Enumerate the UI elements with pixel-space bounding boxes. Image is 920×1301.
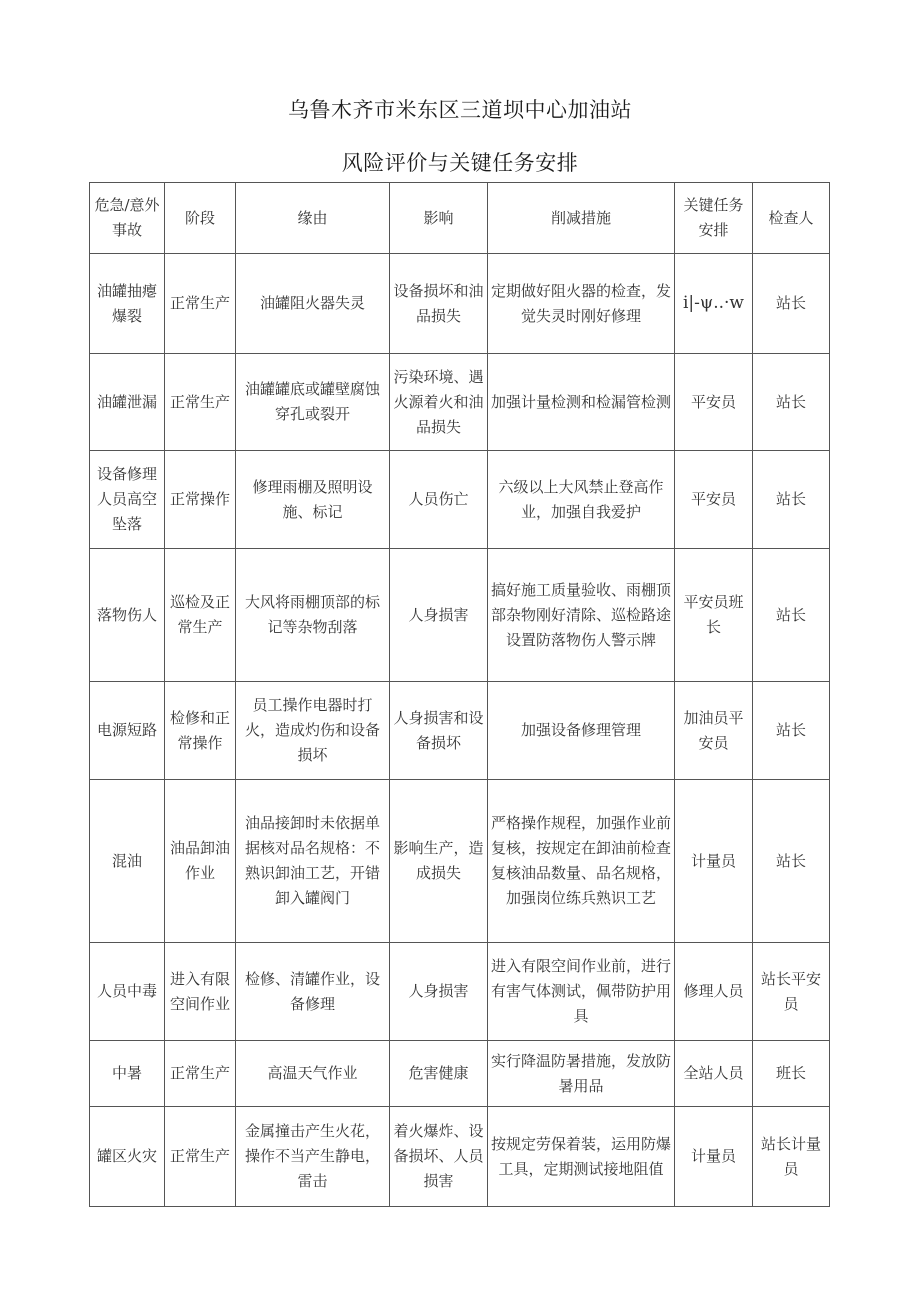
cell-mitigation: 加强设备修理管理: [488, 682, 675, 780]
cell-key-task: 平安员班长: [675, 549, 753, 682]
table-row: [90, 354, 830, 451]
cell-key-task: 修理人员: [675, 943, 753, 1041]
header-mitigation: 削减措施: [488, 183, 675, 254]
cell-incident: 油罐泄漏: [90, 354, 165, 451]
table-header-row: [90, 183, 830, 254]
cell-incident: 混油: [90, 780, 165, 943]
cell-inspector: 站长: [753, 354, 830, 451]
cell-inspector: 站长: [753, 549, 830, 682]
cell-mitigation: 实行降温防暑措施，发放防暑用品: [488, 1041, 675, 1107]
header-impact: 影响: [390, 183, 488, 254]
cell-impact: 影响生产，造成损失: [390, 780, 488, 943]
cell-impact: 人身损害: [390, 943, 488, 1041]
cell-incident: 人员中毒: [90, 943, 165, 1041]
document-subtitle: 风险评价与关键任务安排: [341, 151, 579, 175]
cell-mitigation: 加强计量检测和检漏管检测: [488, 354, 675, 451]
cell-impact: 设备损坏和油品损失: [390, 254, 488, 354]
cell-inspector: 站长: [753, 682, 830, 780]
cell-incident: 落物伤人: [90, 549, 165, 682]
cell-stage: 正常操作: [165, 451, 236, 549]
cell-cause: 员工操作电器时打火，造成灼伤和设备损坏: [236, 682, 390, 780]
document-title: 乌鲁木齐市米东区三道坝中心加油站: [288, 98, 632, 122]
cell-cause: 金属撞击产生火花，操作不当产生静电，雷击: [236, 1107, 390, 1207]
cell-stage: 正常生产: [165, 354, 236, 451]
cell-cause: 高温天气作业: [236, 1041, 390, 1107]
cell-key-task: 平安员: [675, 451, 753, 549]
header-stage: 阶段: [165, 183, 236, 254]
header-incident: 危急/意外事故: [90, 183, 165, 254]
cell-stage: 正常生产: [165, 1041, 236, 1107]
cell-stage: 进入有限空间作业: [165, 943, 236, 1041]
cell-key-task: 计量员: [675, 1107, 753, 1207]
cell-cause: 油罐罐底或罐壁腐蚀穿孔或裂开: [236, 354, 390, 451]
table-row: [90, 1107, 830, 1207]
cell-stage: 正常生产: [165, 1107, 236, 1207]
header-inspector: 检查人: [753, 183, 830, 254]
cell-key-task: 计量员: [675, 780, 753, 943]
cell-incident: 罐区火灾: [90, 1107, 165, 1207]
cell-mitigation: 搞好施工质量验收、雨棚顶部杂物刚好清除、巡检路途设置防落物伤人警示牌: [488, 549, 675, 682]
cell-cause: 油品接卸时未依据单据核对品名规格：不熟识卸油工艺，开错卸入罐阀门: [236, 780, 390, 943]
table-row: [90, 682, 830, 780]
cell-mitigation: 严格操作规程，加强作业前复核，按规定在卸油前检查复核油品数量、品名规格，加强岗位练兵熟识工艺: [488, 780, 675, 943]
cell-impact: 污染环境、遇火源着火和油品损失: [390, 354, 488, 451]
table-row: [90, 451, 830, 549]
cell-incident: 油罐抽瘪爆裂: [90, 254, 165, 354]
table-row: [90, 780, 830, 943]
cell-incident: 电源短路: [90, 682, 165, 780]
table-row: [90, 549, 830, 682]
table-row: [90, 254, 830, 354]
cell-incident: 设备修理人员高空坠落: [90, 451, 165, 549]
cell-stage: 正常生产: [165, 254, 236, 354]
cell-mitigation: 进入有限空间作业前，进行有害气体测试，佩带防护用具: [488, 943, 675, 1041]
cell-inspector: 班长: [753, 1041, 830, 1107]
cell-impact: 人员伤亡: [390, 451, 488, 549]
cell-inspector: 站长: [753, 451, 830, 549]
cell-incident: 中暑: [90, 1041, 165, 1107]
cell-key-task: i|-ψ..·w: [675, 254, 753, 354]
cell-key-task: 全站人员: [675, 1041, 753, 1107]
cell-impact: 着火爆炸、设备损坏、人员损害: [390, 1107, 488, 1207]
cell-mitigation: 按规定劳保着装，运用防爆工具，定期测试接地阻值: [488, 1107, 675, 1207]
cell-inspector: 站长: [753, 780, 830, 943]
table-row: [90, 1041, 830, 1107]
cell-impact: 危害健康: [390, 1041, 488, 1107]
cell-cause: 油罐阻火器失灵: [236, 254, 390, 354]
cell-mitigation: 定期做好阻火器的检查，发觉失灵时刚好修理: [488, 254, 675, 354]
cell-cause: 修理雨棚及照明设施、标记: [236, 451, 390, 549]
cell-key-task: 加油员平安员: [675, 682, 753, 780]
cell-cause: 大风将雨棚顶部的标记等杂物刮落: [236, 549, 390, 682]
header-key-task: 关键任务安排: [675, 183, 753, 254]
cell-cause: 检修、清罐作业，设备修理: [236, 943, 390, 1041]
cell-inspector: 站长平安员: [753, 943, 830, 1041]
cell-key-task: 平安员: [675, 354, 753, 451]
header-cause: 缘由: [236, 183, 390, 254]
cell-impact: 人身损害: [390, 549, 488, 682]
cell-mitigation: 六级以上大风禁止登高作业，加强自我爱护: [488, 451, 675, 549]
cell-stage: 油品卸油作业: [165, 780, 236, 943]
table-row: [90, 943, 830, 1041]
cell-inspector: 站长计量员: [753, 1107, 830, 1207]
cell-stage: 巡检及正常生产: [165, 549, 236, 682]
cell-stage: 检修和正常操作: [165, 682, 236, 780]
cell-inspector: 站长: [753, 254, 830, 354]
risk-table: [89, 182, 830, 1207]
cell-impact: 人身损害和设备损坏: [390, 682, 488, 780]
